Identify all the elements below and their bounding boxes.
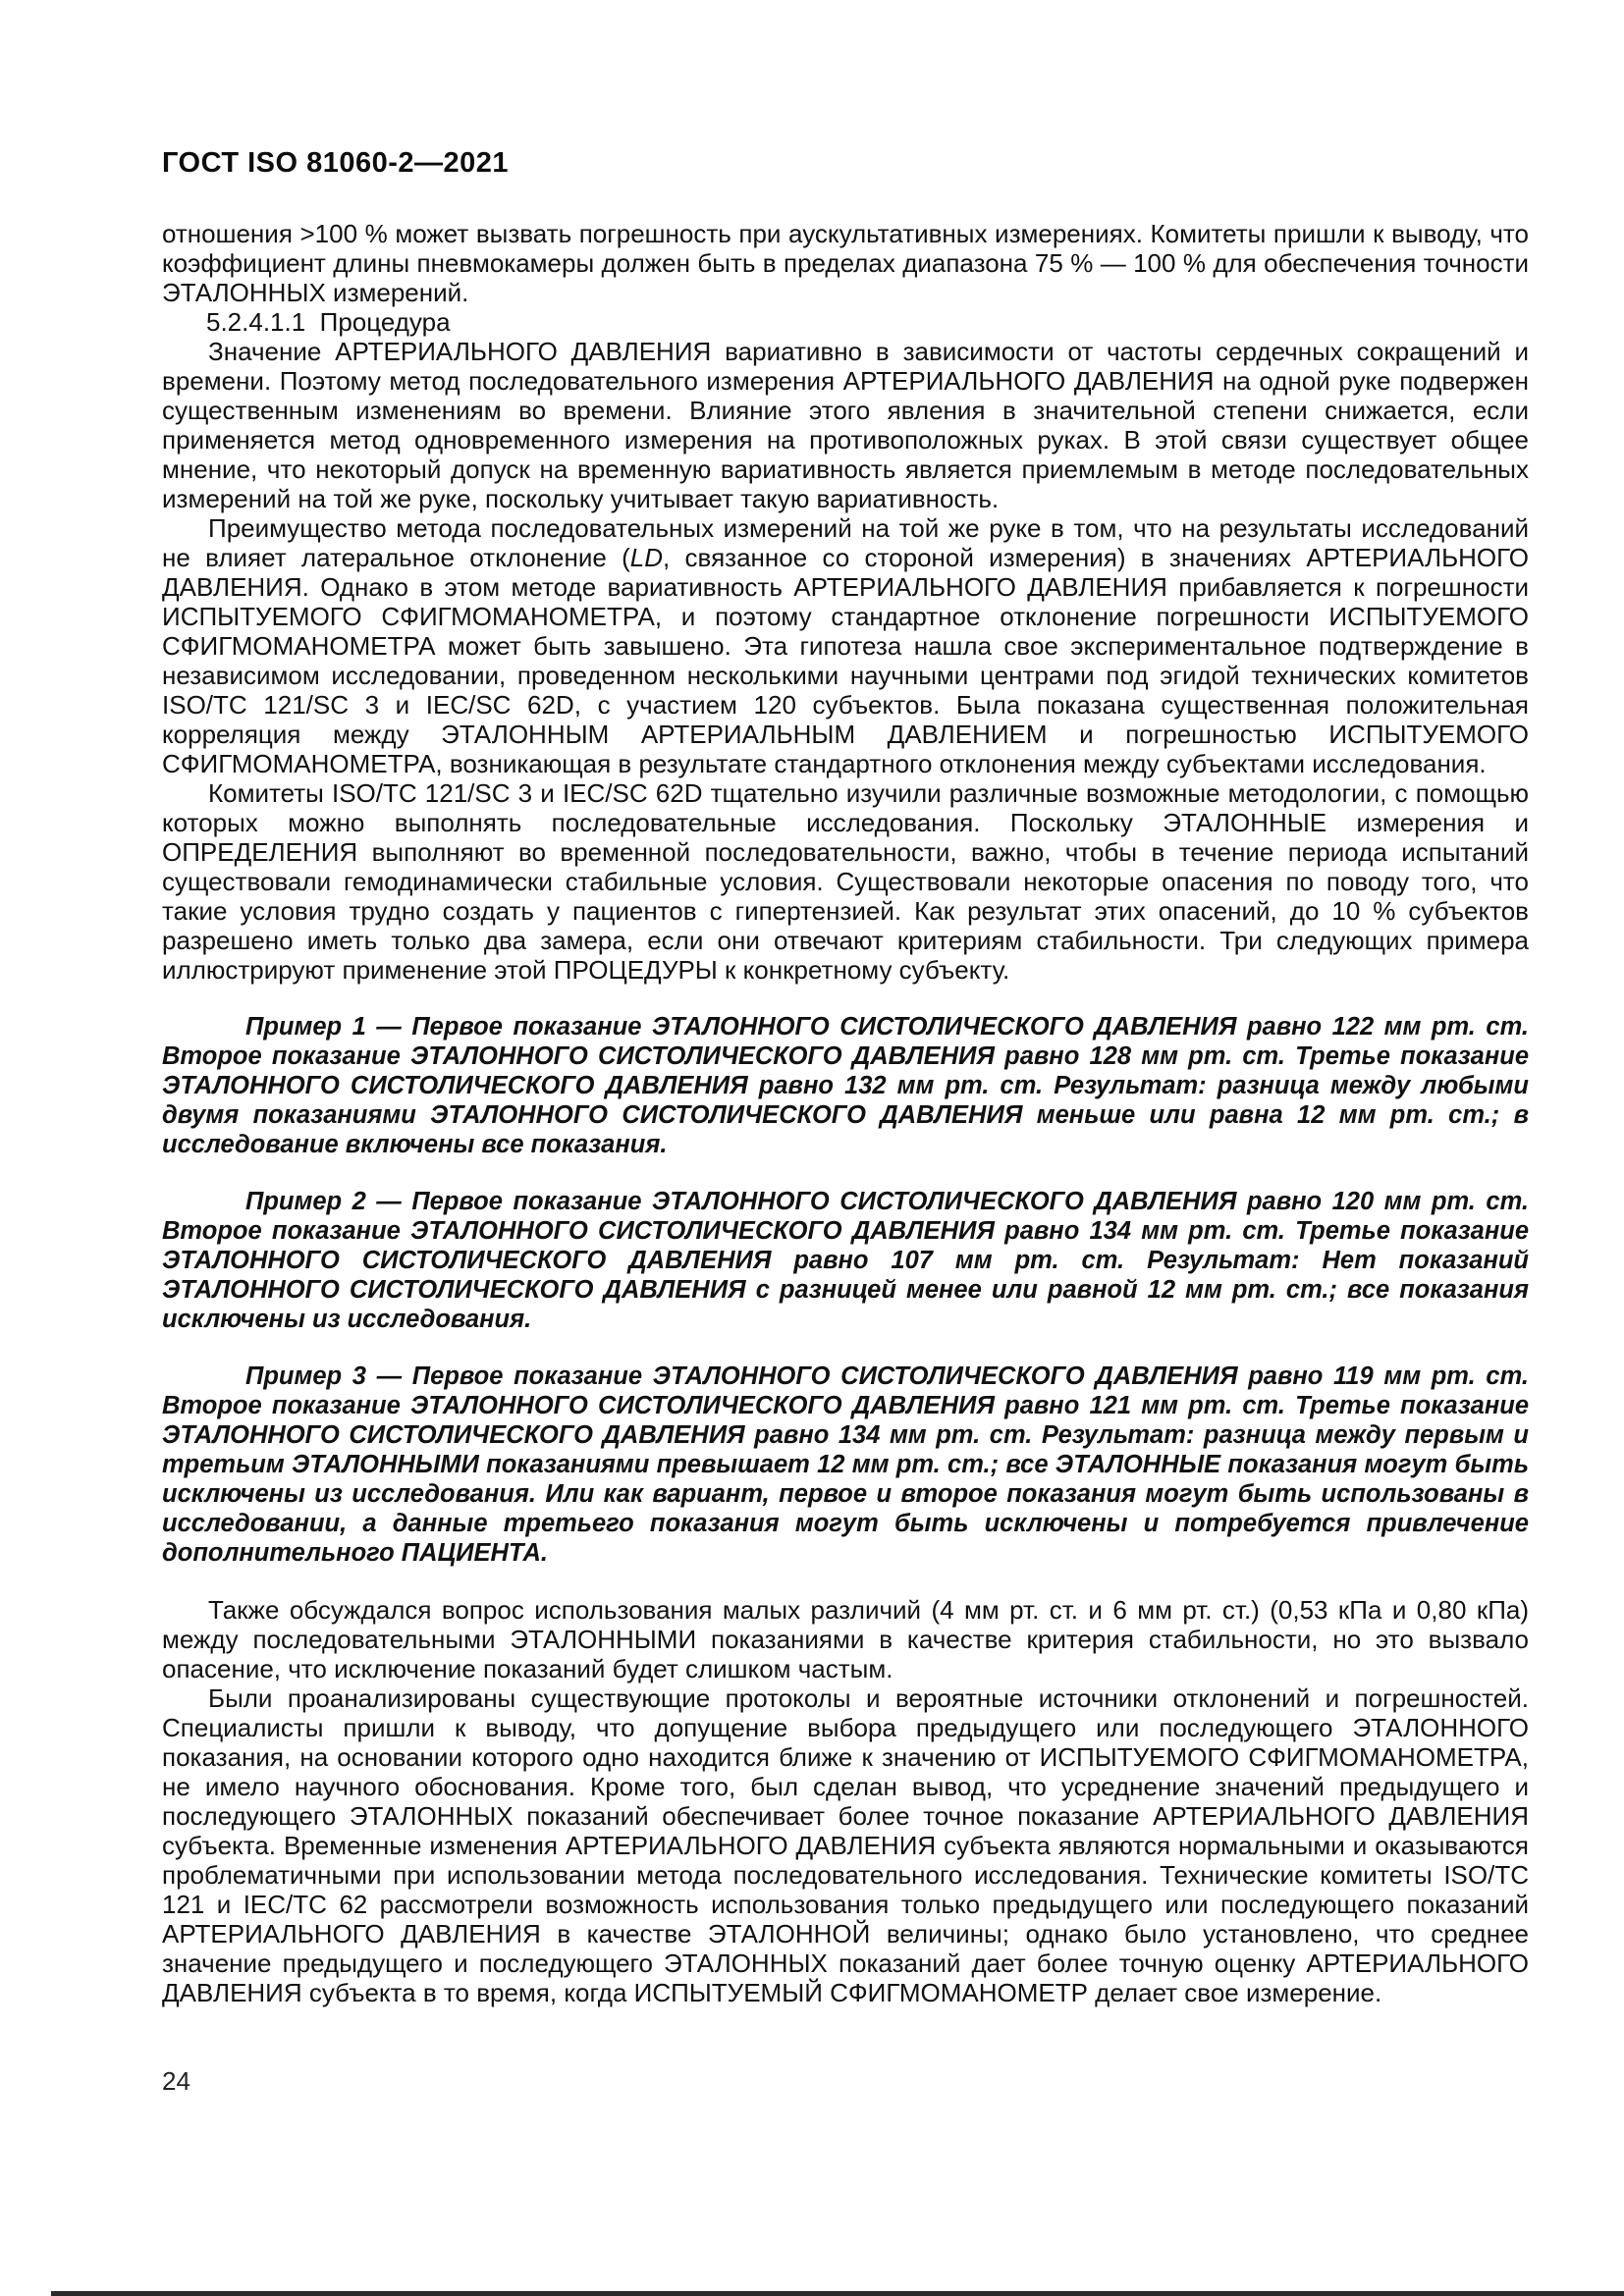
- example-paragraph: Пример 3 — Первое показание ЭТАЛОННОГО СИСТОЛИЧЕСКОГО ДАВЛЕНИЯ равно 119 мм рт. ст. Второе показание ЭТАЛОННОГО СИСТОЛИЧЕСКОГО ДАВЛЕНИЯ равно 121 мм рт. ст. Третье показание ЭТАЛОННОГО СИСТОЛИЧЕСКОГО ДАВЛЕНИЯ равно 134 мм рт. ст. Результат: разница между первым и третьим ЭТАЛОННЫМИ показаниями превышает 12 мм рт. ст.; все ЭТАЛОННЫЕ показания могут быть исключены из исследования. Или как вариант, первое и второе показания могут быть использованы в исследовании, а данные третьего показания могут быть исключены и потребуется привлечение дополнительного ПАЦИЕНТА.: [162, 1362, 1529, 1567]
- example-paragraph: Пример 2 — Первое показание ЭТАЛОННОГО СИСТОЛИЧЕСКОГО ДАВЛЕНИЯ равно 120 мм рт. ст. Второе показание ЭТАЛОННОГО СИСТОЛИЧЕСКОГО ДАВЛЕНИЯ равно 134 мм рт. ст. Третье показание ЭТАЛОННОГО СИСТОЛИЧЕСКОГО ДАВЛЕНИЯ равно 107 мм рт. ст. Результат: Нет показаний ЭТАЛОННОГО СИСТОЛИЧЕСКОГО ДАВЛЕНИЯ с разницей менее или равной 12 мм рт. ст.; все показания исключены из исследования.: [162, 1188, 1529, 1333]
- body-paragraph: Комитеты ISO/TC 121/SC 3 и IEC/SC 62D тщательно изучили различные возможные методологии, с помощью которых можно выполнять последовательные исследования. Поскольку ЭТАЛОННЫЕ измерения и ОПРЕДЕЛЕНИЯ выполняют во временной последовательности, важно, чтобы в течение периода испытаний существовали гемодинамически стабильные условия. Существовали некоторые опасения по поводу того, что такие условия трудно создать у пациентов с гипертензией. Как результат этих опасений, до 10 % субъектов разрешено иметь только два замера, если они отвечают критериям стабильности. Три следующих примера иллюстрируют применение этой ПРОЦЕДУРЫ к конкретному субъекту.: [162, 778, 1529, 985]
- body-paragraph: Значение АРТЕРИАЛЬНОГО ДАВЛЕНИЯ вариативно в зависимости от частоты сердечных сокращений и времени. Поэтому метод последовательного измерения АРТЕРИАЛЬНОГО ДАВЛЕНИЯ на одной руке подвержен существенным изменениям во времени. Влияние этого явления в значительной степени снижается, если применяется метод одновременного измерения на противоположных руках. В этой связи существует общее мнение, что некоторый допуск на временную вариативность является приемлемым в методе последовательных измерений на той же руке, поскольку учитывает такую вариативность.: [162, 337, 1529, 513]
- document-header-title: ГОСТ ISO 81060-2—2021: [162, 147, 510, 179]
- body-paragraph: Были проанализированы существующие протоколы и вероятные источники отклонений и погрешностей. Специалисты пришли к выводу, что допущение выбора предыдущего или последующего ЭТАЛОННОГО показания, на основании которого одно находится ближе к значению от ИСПЫТУЕМОГО СФИГМОМАНОМЕТРА, не имело научного обоснования. Кроме того, был сделан вывод, что усреднение значений предыдущего и последующего ЭТАЛОННЫХ показаний обеспечивает более точное показание АРТЕРИАЛЬНОГО ДАВЛЕНИЯ субъекта. Временные изменения АРТЕРИАЛЬНОГО ДАВЛЕНИЯ субъекта являются нормальными и оказываются проблематичными при использовании метода последовательного исследования. Технические комитеты ISO/TC 121 и IEC/TC 62 рассмотрели возможность использования только предыдущего или последующего показаний АРТЕРИАЛЬНОГО ДАВЛЕНИЯ в качестве ЭТАЛОННОЙ величины; однако было установлено, что среднее значение предыдущего и последующего ЭТАЛОННЫХ показаний дает более точную оценку АРТЕРИАЛЬНОГО ДАВЛЕНИЯ субъекта в то время, когда ИСПЫТУЕМЫЙ СФИГМОМАНОМЕТР делает свое измерение.: [162, 1683, 1529, 2007]
- body-paragraph: Преимущество метода последовательных измерений на той же руке в том, что на результаты исследований не влияет латеральное отклонение (LD, связанное со стороной измерения) в значениях АРТЕРИАЛЬНОГО ДАВЛЕНИЯ. Однако в этом методе вариативность АРТЕРИАЛЬНОГО ДАВЛЕНИЯ прибавляется к погрешности ИСПЫТУЕМОГО СФИГМОМАНОМЕТРА, и поэтому стандартное отклонение погрешности ИСПЫТУЕМОГО СФИГМОМАНОМЕТРА может быть завышено. Эта гипотеза нашла свое экспериментальное подтверждение в независимом исследовании, проведенном несколькими научными центрами под эгидой технических комитетов ISO/TC 121/SC 3 и IEC/SC 62D, с участием 120 субъектов. Была показана существенная положительная корреляция между ЭТАЛОННЫМ АРТЕРИАЛЬНЫМ ДАВЛЕНИЕМ и погрешностью ИСПЫТУЕМОГО СФИГМОМАНОМЕТРА, возникающая в результате стандартного отклонения между субъектами исследования.: [162, 513, 1529, 778]
- document-body: [162, 219, 1529, 2007]
- example-paragraph: Пример 1 — Первое показание ЭТАЛОННОГО СИСТОЛИЧЕСКОГО ДАВЛЕНИЯ равно 122 мм рт. ст. Второе показание ЭТАЛОННОГО СИСТОЛИЧЕСКОГО ДАВЛЕНИЯ равно 128 мм рт. ст. Третье показание ЭТАЛОННОГО СИСТОЛИЧЕСКОГО ДАВЛЕНИЯ равно 132 мм рт. ст. Результат: разница между любыми двумя показаниями ЭТАЛОННОГО СИСТОЛИЧЕСКОГО ДАВЛЕНИЯ меньше или равна 12 мм рт. ст.; в исследование включены все показания.: [162, 1013, 1529, 1158]
- body-paragraph: отношения >100 % может вызвать погрешность при аускультативных измерениях. Комитеты пришли к выводу, что коэффициент длины пневмокамеры должен быть в пределах диапазона 75 % — 100 % для обеспечения точности ЭТАЛОННЫХ измерений.: [162, 219, 1529, 307]
- page-content: [162, 147, 1529, 2007]
- page-number: 24: [162, 2066, 190, 2096]
- section-heading: 5.2.4.1.1 Процедура: [206, 307, 451, 337]
- body-paragraph: Также обсуждался вопрос использования малых различий (4 мм рт. ст. и 6 мм рт. ст.) (0,53 кПа и 0,80 кПа) между последовательными ЭТАЛОННЫМИ показаниями в качестве критерия стабильности, но это вызвало опасение, что исключение показаний будет слишком частым.: [162, 1595, 1529, 1683]
- scan-edge-artifact: [51, 2291, 1624, 2296]
